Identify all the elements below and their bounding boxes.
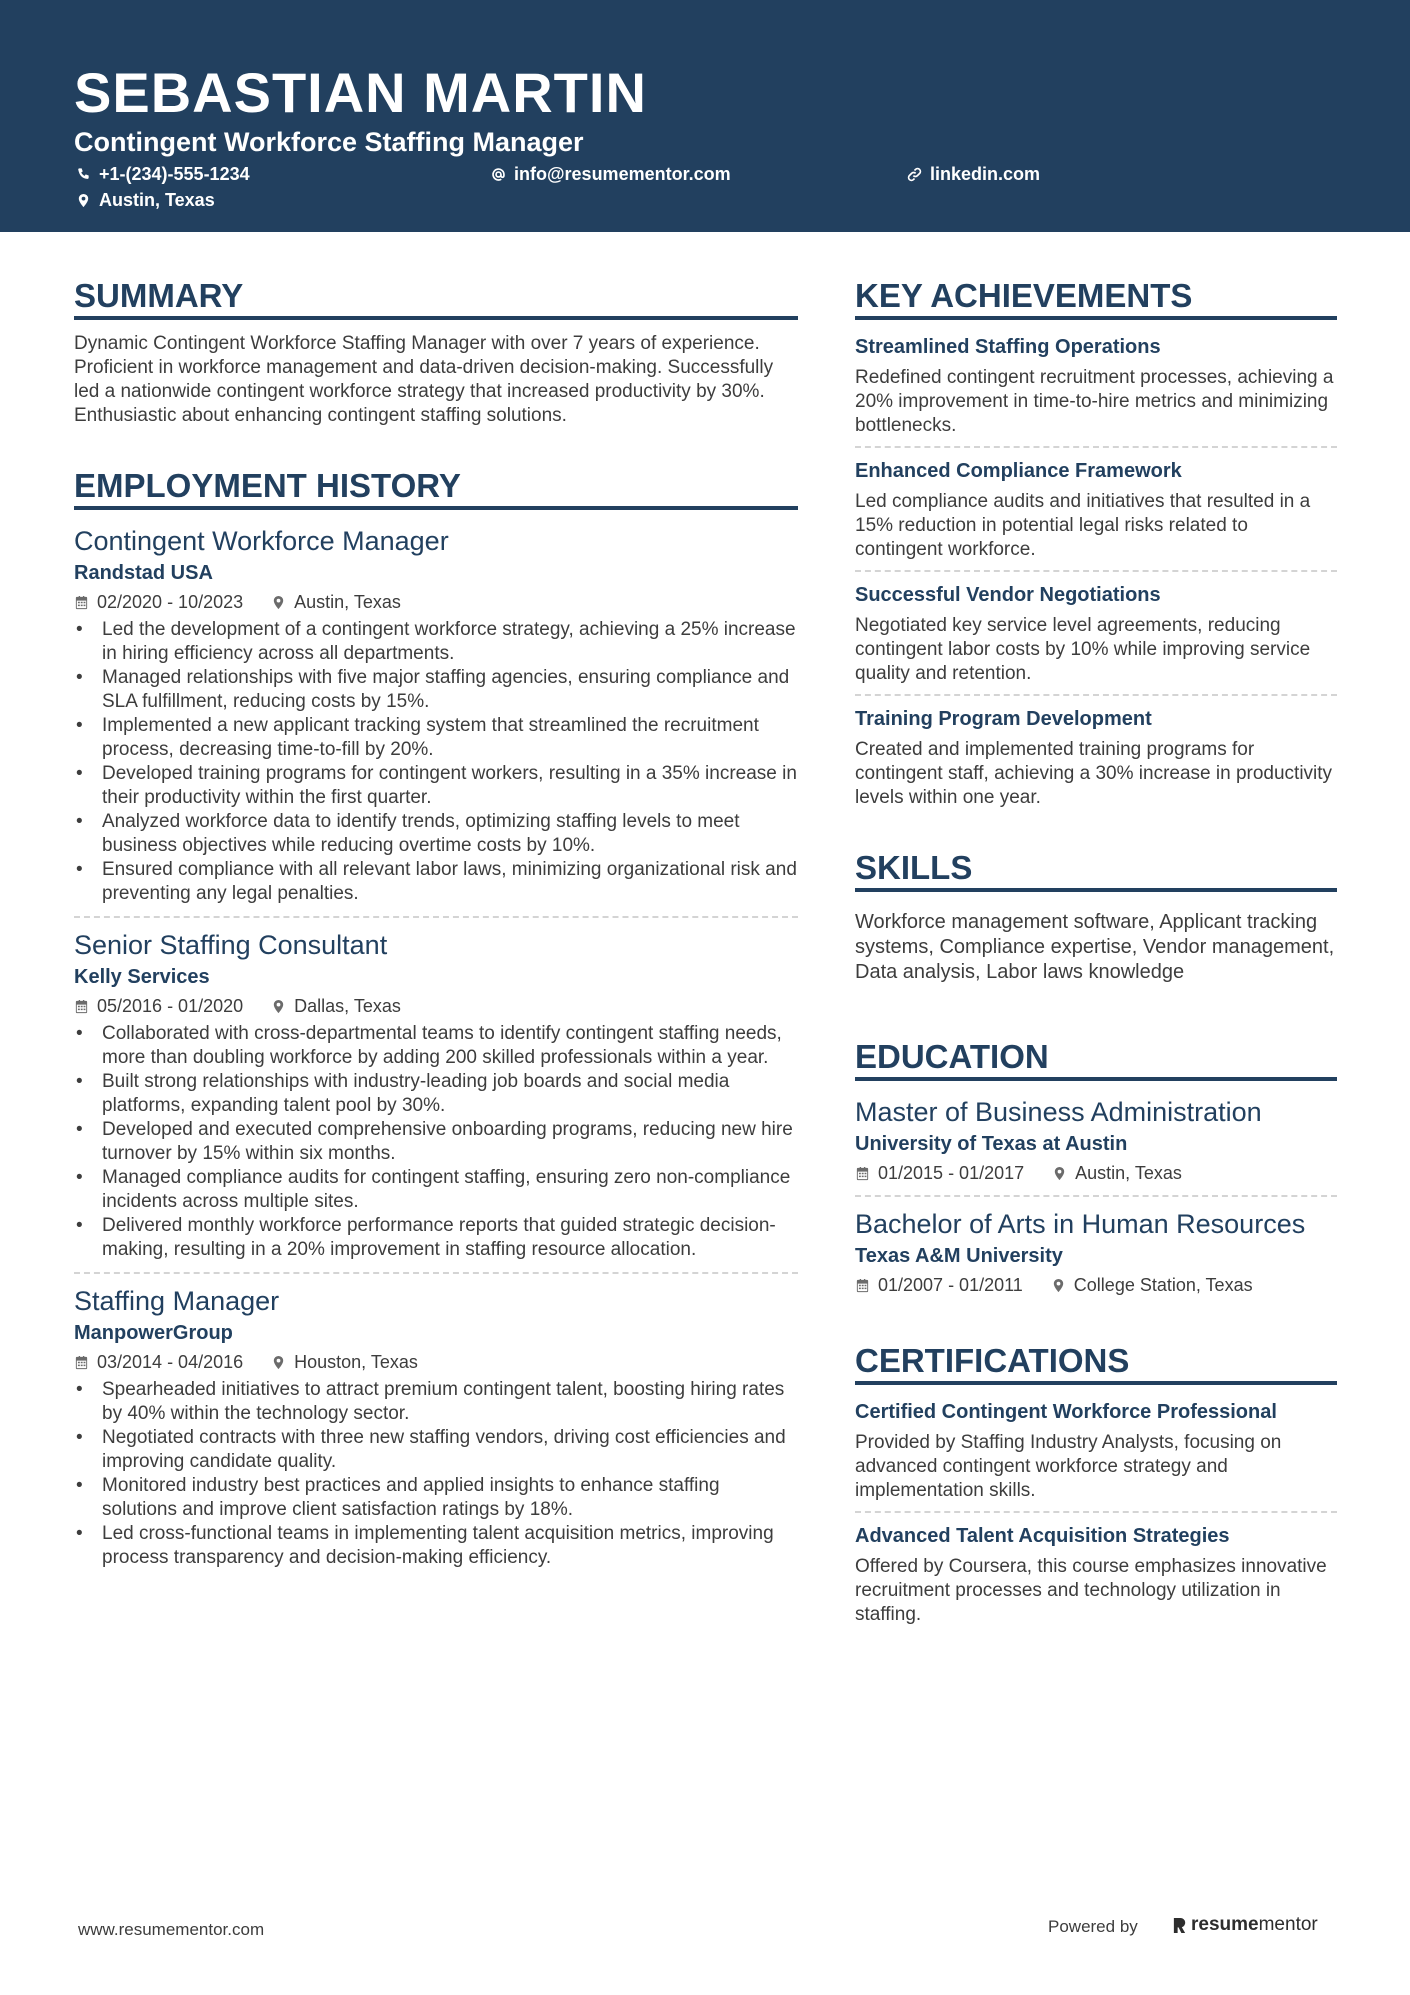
divider bbox=[74, 1272, 798, 1274]
job-bullet: • Negotiated contracts with three new staffing vendors, driving cost efficiencies and improving candidate quality. bbox=[74, 1426, 798, 1474]
summary-heading: SUMMARY bbox=[74, 276, 798, 320]
job-bullet: • Led cross-functional teams in implementing talent acquisition metrics, improving process transparency and decision-making efficiency. bbox=[74, 1522, 798, 1570]
meta-row bbox=[855, 1161, 1337, 1185]
job-bullet: • Collaborated with cross-departmental teams to identify contingent staffing needs, more than doubling workforce by adding 200 skilled professionals within a year. bbox=[74, 1022, 798, 1070]
achievement-item bbox=[855, 582, 1337, 686]
job-entry bbox=[74, 928, 798, 1262]
job-bullet: • Managed relationships with five major staffing agencies, ensuring compliance and SLA fulfillment, reducing costs by 15%. bbox=[74, 666, 798, 714]
location-text: Austin, Texas bbox=[294, 592, 401, 612]
achievement-title: Training Program Development bbox=[855, 708, 1152, 730]
divider bbox=[855, 1195, 1337, 1197]
certification-item bbox=[855, 1523, 1337, 1627]
map-pin-icon bbox=[1051, 1278, 1066, 1293]
company-name: ManpowerGroup bbox=[74, 1322, 233, 1344]
brand-logo-icon bbox=[1172, 1917, 1187, 1934]
job-bullet: • Delivered monthly workforce performance reports that guided strategic decision-making, resulting in a 20% improvement in staffing resource allocation. bbox=[74, 1214, 798, 1262]
achievement-desc: Negotiated key service level agreements, reducing contingent labor costs by 10% while improving service quality and retention. bbox=[855, 615, 1311, 684]
location-text: Dallas, Texas bbox=[294, 996, 401, 1016]
date-range bbox=[74, 1350, 243, 1374]
certification-desc: Provided by Staffing Industry Analysts, focusing on advanced contingent workforce strategy and implementation skills. bbox=[855, 1432, 1282, 1501]
calendar-icon bbox=[74, 595, 89, 610]
divider bbox=[855, 694, 1337, 696]
job-bullets bbox=[74, 1022, 798, 1262]
job-bullet: • Spearheaded initiatives to attract premium contingent talent, boosting hiring rates by 40% within the technology sector. bbox=[74, 1378, 798, 1426]
job-bullets bbox=[74, 1378, 798, 1570]
job-bullet: • Developed and executed comprehensive onboarding programs, reducing new hire turnover by 15% within six months. bbox=[74, 1118, 798, 1166]
date-range bbox=[74, 590, 243, 614]
company-name: Randstad USA bbox=[74, 562, 213, 584]
education-list bbox=[855, 1095, 1337, 1297]
meta-row bbox=[74, 590, 798, 614]
certification-desc: Offered by Coursera, this course emphasizes innovative recruitment processes and technology utilization in staffing. bbox=[855, 1556, 1327, 1625]
meta-location bbox=[1051, 1273, 1253, 1297]
map-pin-icon bbox=[271, 595, 286, 610]
contact-location bbox=[76, 189, 215, 211]
meta-location bbox=[271, 994, 401, 1018]
contact-linkedin bbox=[907, 163, 1040, 185]
employment-list bbox=[74, 524, 798, 1570]
linkedin-text[interactable]: linkedin.com bbox=[930, 164, 1041, 184]
calendar-icon bbox=[855, 1166, 870, 1181]
location-text: College Station, Texas bbox=[1073, 1275, 1253, 1295]
achievement-title: Streamlined Staffing Operations bbox=[855, 336, 1161, 358]
date-range bbox=[855, 1161, 1024, 1185]
meta-row bbox=[74, 1350, 798, 1374]
achievement-desc: Led compliance audits and initiatives that resulted in a 15% reduction in potential legal risks related to contingent workforce. bbox=[855, 491, 1311, 560]
at-icon bbox=[491, 167, 506, 182]
date-text: 01/2015 - 01/2017 bbox=[878, 1163, 1025, 1183]
date-text: 01/2007 - 01/2011 bbox=[878, 1275, 1023, 1295]
meta-row bbox=[855, 1273, 1337, 1297]
skills-text: Workforce management software, Applicant tracking systems, Compliance expertise, Vendor management, Data analysis, Labor laws knowledge bbox=[855, 911, 1335, 983]
certifications-list bbox=[855, 1399, 1337, 1627]
email-text[interactable]: info@resumementor.com bbox=[514, 164, 731, 184]
achievement-item bbox=[855, 334, 1337, 438]
contact-email bbox=[491, 163, 731, 185]
job-title: Senior Staffing Consultant bbox=[74, 930, 388, 960]
link-icon bbox=[907, 167, 922, 182]
map-pin-icon bbox=[76, 193, 91, 208]
job-entry bbox=[74, 524, 798, 906]
company-name: Kelly Services bbox=[74, 966, 210, 988]
job-title: Staffing Manager bbox=[74, 1286, 280, 1316]
date-text: 05/2016 - 01/2020 bbox=[97, 996, 244, 1016]
brand-name-bold: resume bbox=[1191, 1914, 1259, 1935]
meta-row bbox=[74, 994, 798, 1018]
calendar-icon bbox=[74, 999, 89, 1014]
location-text: Austin, Texas bbox=[1075, 1163, 1182, 1183]
job-title: Contingent Workforce Manager bbox=[74, 526, 449, 556]
degree-title: Master of Business Administration bbox=[855, 1097, 1262, 1127]
job-bullet: • Developed training programs for contingent workers, resulting in a 35% increase in their productivity within the first quarter. bbox=[74, 762, 798, 810]
achievement-item bbox=[855, 706, 1337, 810]
job-bullet: • Built strong relationships with industry-leading job boards and social media platforms, expanding talent pool by 30%. bbox=[74, 1070, 798, 1118]
footer-powered-by: Powered by bbox=[1048, 1917, 1138, 1936]
candidate-name: SEBASTIAN MARTIN bbox=[74, 61, 647, 124]
achievements-heading: KEY ACHIEVEMENTS bbox=[855, 276, 1337, 320]
divider bbox=[855, 446, 1337, 448]
education-entry bbox=[855, 1207, 1337, 1297]
date-text: 02/2020 - 10/2023 bbox=[97, 592, 244, 612]
job-bullets bbox=[74, 618, 798, 906]
achievement-title: Enhanced Compliance Framework bbox=[855, 460, 1182, 482]
degree-title: Bachelor of Arts in Human Resources bbox=[855, 1209, 1306, 1239]
education-entry bbox=[855, 1095, 1337, 1185]
achievements-list bbox=[855, 334, 1337, 810]
achievement-desc: Created and implemented training programs for contingent staff, achieving a 30% increase in productivity levels within one year. bbox=[855, 739, 1333, 808]
candidate-title: Contingent Workforce Staffing Manager bbox=[74, 127, 584, 157]
job-bullet: • Managed compliance audits for contingent staffing, ensuring zero non-compliance incidents across multiple sites. bbox=[74, 1166, 798, 1214]
certification-item bbox=[855, 1399, 1337, 1503]
school-name: University of Texas at Austin bbox=[855, 1133, 1128, 1155]
map-pin-icon bbox=[1052, 1166, 1067, 1181]
job-bullet: • Led the development of a contingent workforce strategy, achieving a 25% increase in hiring efficiency across all departments. bbox=[74, 618, 798, 666]
job-entry bbox=[74, 1284, 798, 1570]
meta-location bbox=[271, 590, 401, 614]
job-bullet: • Monitored industry best practices and applied insights to enhance staffing solutions and improve client satisfaction ratings by 18%. bbox=[74, 1474, 798, 1522]
calendar-icon bbox=[855, 1278, 870, 1293]
calendar-icon bbox=[74, 1355, 89, 1370]
divider bbox=[74, 916, 798, 918]
job-bullet: • Ensured compliance with all relevant labor laws, minimizing organizational risk and preventing any legal penalties. bbox=[74, 858, 798, 906]
location-text: Austin, Texas bbox=[99, 190, 215, 210]
left-column bbox=[74, 276, 798, 1570]
phone-icon bbox=[76, 167, 91, 182]
certification-title: Advanced Talent Acquisition Strategies bbox=[855, 1525, 1230, 1547]
location-text: Houston, Texas bbox=[294, 1352, 418, 1372]
education-heading: EDUCATION bbox=[855, 1037, 1337, 1081]
map-pin-icon bbox=[271, 1355, 286, 1370]
job-bullet: • Implemented a new applicant tracking system that streamlined the recruitment process, decreasing time-to-fill by 20%. bbox=[74, 714, 798, 762]
meta-location bbox=[271, 1350, 418, 1374]
divider bbox=[855, 1511, 1337, 1513]
achievement-title: Successful Vendor Negotiations bbox=[855, 584, 1161, 606]
resume-header bbox=[0, 0, 1410, 232]
brand-name-light: mentor bbox=[1258, 1914, 1318, 1935]
right-column bbox=[855, 276, 1337, 1627]
skills-heading: SKILLS bbox=[855, 848, 1337, 892]
date-range bbox=[74, 994, 243, 1018]
job-bullet: • Analyzed workforce data to identify trends, optimizing staffing levels to meet business objectives while reducing overtime costs by 10%. bbox=[74, 810, 798, 858]
date-text: 03/2014 - 04/2016 bbox=[97, 1352, 244, 1372]
certifications-heading: CERTIFICATIONS bbox=[855, 1341, 1337, 1385]
achievement-item bbox=[855, 458, 1337, 562]
divider bbox=[855, 570, 1337, 572]
summary-text: Dynamic Contingent Workforce Staffing Manager with over 7 years of experience. Proficient in workforce management and data-driven decision-making. Successfully led a nationwide contingent workforce strategy that increased productivity by 30%. Enthusiastic about enhancing contingent staffing solutions. bbox=[74, 333, 774, 426]
footer-website[interactable]: www.resumementor.com bbox=[78, 1920, 265, 1939]
certification-title: Certified Contingent Workforce Professional bbox=[855, 1401, 1277, 1423]
contact-phone bbox=[76, 163, 250, 185]
phone-text: +1-(234)-555-1234 bbox=[99, 164, 250, 184]
map-pin-icon bbox=[271, 999, 286, 1014]
meta-location bbox=[1052, 1161, 1182, 1185]
employment-heading: EMPLOYMENT HISTORY bbox=[74, 466, 798, 510]
date-range bbox=[855, 1273, 1023, 1297]
achievement-desc: Redefined contingent recruitment processes, achieving a 20% improvement in time-to-hire metrics and minimizing bottlenecks. bbox=[855, 367, 1334, 436]
footer-brand-logo[interactable] bbox=[1172, 1914, 1318, 1936]
school-name: Texas A&M University bbox=[855, 1245, 1063, 1267]
